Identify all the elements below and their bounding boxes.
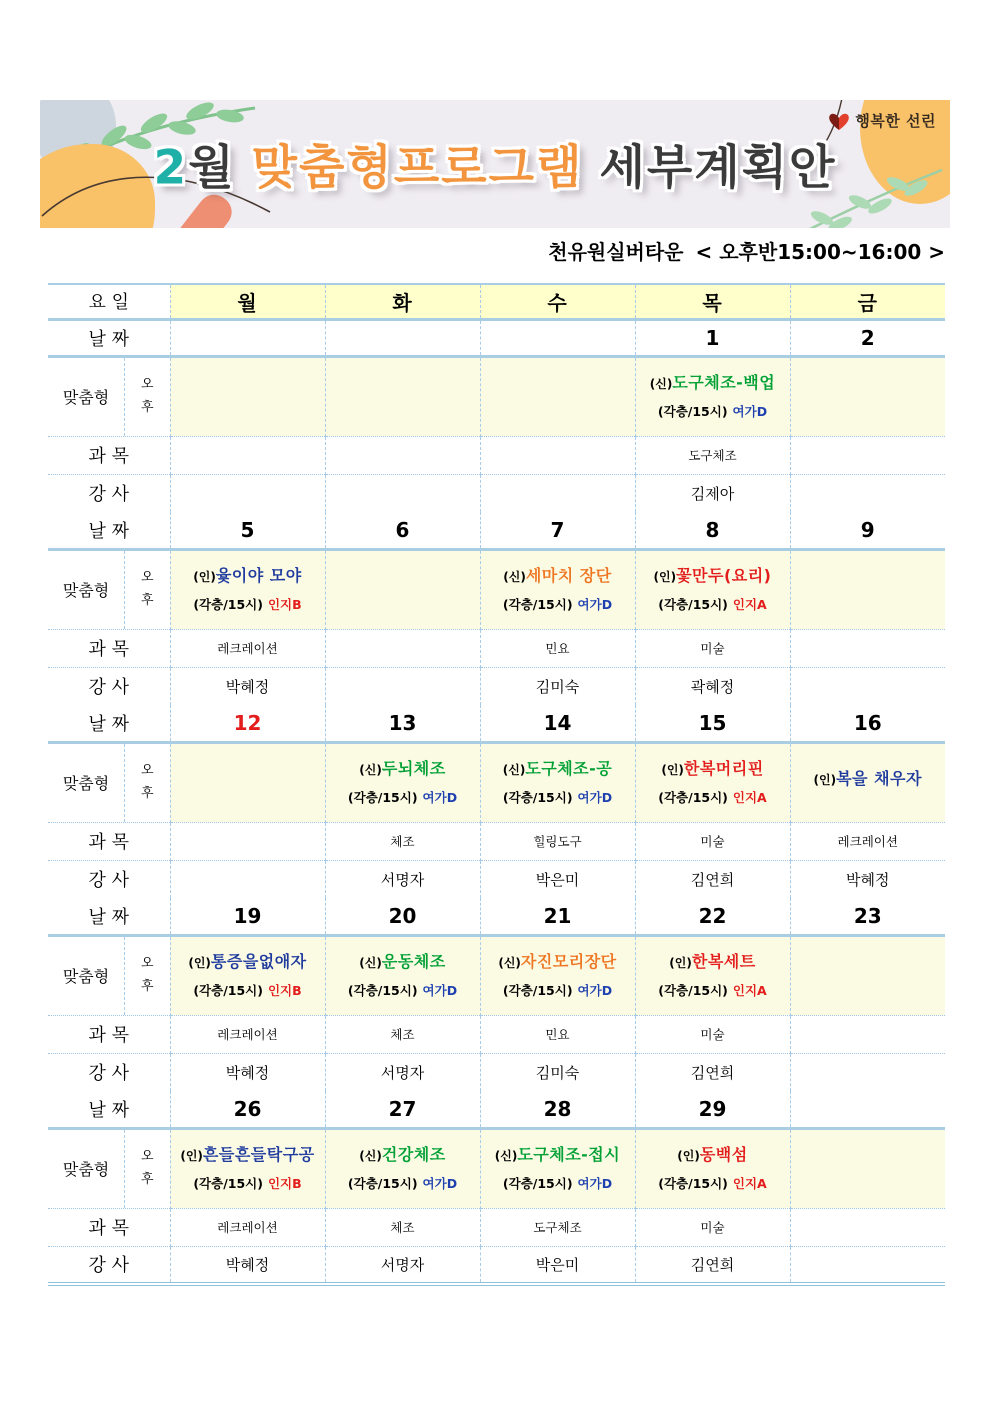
instructor-cell: [790, 474, 945, 512]
instructor-cell: 박은미: [480, 1246, 635, 1284]
instructor-row: [48, 474, 945, 512]
program-tag: 여가D: [577, 982, 613, 998]
program-title: 한복세트: [691, 951, 756, 971]
program-detail: (각층/15시): [193, 982, 263, 998]
instructor-cell: [790, 1246, 945, 1284]
program-row-label: [48, 356, 170, 436]
program-title: 도구체조-공: [525, 758, 613, 778]
instructor-cell: [170, 860, 325, 898]
date-cell: 27: [325, 1091, 480, 1128]
program-tag: 인지A: [732, 982, 767, 998]
instructor-cell: 박혜정: [790, 860, 945, 898]
program-row-label: [48, 549, 170, 629]
program-cell: [635, 549, 790, 629]
date-cell: 8: [635, 512, 790, 549]
program-row: [48, 742, 945, 822]
heart-leaves-icon: [827, 111, 851, 131]
custom-label: 맞춤형: [62, 581, 110, 600]
program-cell: [635, 356, 790, 436]
date-cell: [480, 319, 635, 356]
afternoon-label: 오후: [140, 377, 154, 415]
program-prefix: (신): [359, 762, 382, 777]
subject-row-label: 과 목: [48, 629, 170, 667]
subject-row: [48, 822, 945, 860]
program-title: 운동체조: [381, 951, 446, 971]
instructor-cell: 서명자: [325, 1053, 480, 1091]
instructor-cell: 김연희: [635, 1246, 790, 1284]
day-header-wed: 수: [480, 284, 635, 319]
subject-row: [48, 629, 945, 667]
date-row: [48, 319, 945, 356]
instructor-cell: 김미숙: [480, 667, 635, 705]
program-tag: 여가D: [577, 789, 613, 805]
program-prefix: (신): [359, 955, 382, 970]
date-cell: 26: [170, 1091, 325, 1128]
date-cell: 9: [790, 512, 945, 549]
date-row-label: 날 짜: [48, 705, 170, 742]
program-cell: [170, 549, 325, 629]
program-cell: [635, 742, 790, 822]
date-row: [48, 898, 945, 935]
program-prefix: (신): [649, 376, 673, 391]
instructor-row-label: 강 사: [48, 860, 170, 898]
instructor-cell: 곽혜정: [635, 667, 790, 705]
program-prefix: (인): [193, 569, 216, 584]
program-title: 통증을없애자: [210, 951, 307, 971]
logo-text: 행복한 선린: [855, 112, 936, 130]
instructor-cell: 서명자: [325, 1246, 480, 1284]
program-cell: [170, 742, 325, 822]
date-row-label: 날 짜: [48, 1091, 170, 1128]
program-cell: [325, 742, 480, 822]
subject-cell: 민요: [480, 629, 635, 667]
program-title: 도구체조-접시: [517, 1144, 621, 1164]
program-tag: 여가D: [732, 403, 768, 419]
subject-row-label: 과 목: [48, 1015, 170, 1053]
program-cell: [480, 935, 635, 1015]
date-cell: 22: [635, 898, 790, 935]
date-row: [48, 512, 945, 549]
program-tag: 여가D: [577, 1175, 613, 1191]
program-tag: 여가D: [422, 1175, 458, 1191]
instructor-cell: 박혜정: [170, 1053, 325, 1091]
date-cell: 13: [325, 705, 480, 742]
title-plan: 세부계획안: [599, 140, 837, 196]
page-title: [40, 131, 950, 198]
afternoon-label: 오후: [140, 763, 154, 801]
subject-cell: 레크레이션: [170, 629, 325, 667]
program-detail: (각층/15시): [193, 1175, 263, 1191]
date-row-label: 날 짜: [48, 512, 170, 549]
program-tag: 여가D: [422, 789, 458, 805]
program-cell: [170, 935, 325, 1015]
program-cell: [790, 742, 945, 822]
instructor-row-label: 강 사: [48, 667, 170, 705]
program-prefix: (신): [498, 955, 521, 970]
program-title: 세마치 장단: [525, 565, 612, 585]
instructor-cell: [325, 474, 480, 512]
date-cell: 16: [790, 705, 945, 742]
subject-row-label: 과 목: [48, 436, 170, 474]
date-cell: 2: [790, 319, 945, 356]
program-prefix: (신): [359, 1148, 382, 1163]
program-title: 도구체조-백업: [672, 372, 776, 392]
subject-row: [48, 1208, 945, 1246]
program-detail: (각층/15시): [193, 596, 263, 612]
afternoon-label: 오후: [140, 570, 154, 608]
facility-name: 천유원실버타운: [548, 240, 684, 264]
program-cell: [170, 1128, 325, 1208]
day-header-mon: 월: [170, 284, 325, 319]
subject-cell: [325, 629, 480, 667]
program-prefix: (신): [494, 1148, 518, 1163]
subject-cell: 미술: [635, 1208, 790, 1246]
corner-label: 요 일: [48, 284, 170, 319]
title-month-suffix: 월: [188, 140, 236, 196]
date-cell: 14: [480, 705, 635, 742]
instructor-row-label: 강 사: [48, 1246, 170, 1284]
program-detail: (각층/15시): [658, 1175, 728, 1191]
program-prefix: (인): [677, 1148, 700, 1163]
subject-cell: 도구체조: [635, 436, 790, 474]
date-row-label: 날 짜: [48, 898, 170, 935]
subject-cell: 힐링도구: [480, 822, 635, 860]
program-prefix: (신): [503, 569, 526, 584]
date-cell: 28: [480, 1091, 635, 1128]
subject-row-label: 과 목: [48, 822, 170, 860]
day-header-row: [48, 284, 945, 319]
date-cell: 19: [170, 898, 325, 935]
instructor-cell: [790, 1053, 945, 1091]
date-cell: 29: [635, 1091, 790, 1128]
program-detail: (각층/15시): [658, 596, 728, 612]
custom-label: 맞춤형: [62, 967, 110, 986]
program-title: 한복머리핀: [683, 758, 764, 778]
instructor-row-label: 강 사: [48, 474, 170, 512]
custom-label: 맞춤형: [62, 774, 110, 793]
subject-cell: 체조: [325, 1208, 480, 1246]
program-cell: [635, 1128, 790, 1208]
subject-cell: 미술: [635, 1015, 790, 1053]
title-program: 맞춤형프로그램: [251, 140, 584, 196]
program-detail: (각층/15시): [658, 982, 728, 998]
program-cell: [325, 356, 480, 436]
program-cell: [790, 356, 945, 436]
program-title: 건강체조: [381, 1144, 446, 1164]
program-cell: [325, 935, 480, 1015]
date-cell: 12: [170, 705, 325, 742]
subject-cell: 도구체조: [480, 1208, 635, 1246]
program-cell: [635, 935, 790, 1015]
subject-cell: [790, 629, 945, 667]
subject-cell: [170, 822, 325, 860]
program-prefix: (인): [180, 1148, 203, 1163]
banner: [40, 100, 950, 228]
instructor-cell: 박혜정: [170, 1246, 325, 1284]
instructor-cell: 박은미: [480, 860, 635, 898]
program-row: [48, 356, 945, 436]
subject-cell: [790, 1015, 945, 1053]
subject-cell: [790, 1208, 945, 1246]
program-prefix: (신): [502, 762, 526, 777]
day-header-fri: 금: [790, 284, 945, 319]
date-cell: 21: [480, 898, 635, 935]
program-title: 두뇌체조: [381, 758, 446, 778]
instructor-cell: 김연희: [635, 860, 790, 898]
program-title: 동백섬: [699, 1144, 748, 1164]
schedule-table: [48, 283, 945, 1286]
program-title: 복을 채우자: [836, 768, 922, 788]
program-tag: 인지B: [267, 1175, 302, 1191]
subject-cell: 민요: [480, 1015, 635, 1053]
instructor-cell: [790, 667, 945, 705]
program-cell: [480, 356, 635, 436]
subject-cell: 체조: [325, 822, 480, 860]
instructor-cell: 김연희: [635, 1053, 790, 1091]
instructor-cell: 박혜정: [170, 667, 325, 705]
date-row: [48, 1091, 945, 1128]
program-cell: [325, 1128, 480, 1208]
date-cell: 5: [170, 512, 325, 549]
instructor-cell: 김미숙: [480, 1053, 635, 1091]
subject-cell: 레크레이션: [170, 1208, 325, 1246]
date-cell: 7: [480, 512, 635, 549]
subject-cell: 미술: [635, 822, 790, 860]
date-cell: 6: [325, 512, 480, 549]
subject-cell: [480, 436, 635, 474]
subject-row: [48, 1015, 945, 1053]
program-row-label: [48, 1128, 170, 1208]
session-time: < 오후반15:00~16:00 >: [695, 240, 945, 264]
program-title: 윷이야 모야: [215, 565, 302, 585]
program-prefix: (인): [813, 772, 837, 787]
title-month-number: 2: [153, 140, 189, 196]
program-cell: [480, 742, 635, 822]
program-row: [48, 935, 945, 1015]
instructor-row-label: 강 사: [48, 1053, 170, 1091]
program-detail: (각층/15시): [347, 982, 418, 998]
subject-cell: [790, 436, 945, 474]
program-title: 자진모리장단: [520, 951, 617, 971]
subject-cell: 레크레이션: [170, 1015, 325, 1053]
program-detail: (각층/15시): [347, 789, 418, 805]
program-tag: 인지A: [732, 596, 767, 612]
program-title: 꽃만두(요리): [676, 565, 772, 585]
program-detail: (각층/15시): [502, 596, 573, 612]
program-tag: 인지B: [267, 982, 302, 998]
program-tag: 인지B: [267, 596, 302, 612]
program-row-label: [48, 935, 170, 1015]
custom-label: 맞춤형: [62, 1160, 110, 1179]
instructor-cell: 서명자: [325, 860, 480, 898]
program-cell: [480, 1128, 635, 1208]
program-prefix: (인): [188, 955, 211, 970]
day-header-thu: 목: [635, 284, 790, 319]
instructor-row: [48, 860, 945, 898]
facility-logo: [827, 110, 936, 131]
subtitle: [48, 236, 945, 265]
instructor-row: [48, 1053, 945, 1091]
subject-cell: [325, 436, 480, 474]
program-cell: [790, 1128, 945, 1208]
program-cell: [790, 549, 945, 629]
subject-cell: [170, 436, 325, 474]
program-tag: 인지A: [732, 789, 767, 805]
program-cell: [170, 356, 325, 436]
subject-cell: 미술: [635, 629, 790, 667]
date-cell: [325, 319, 480, 356]
program-row: [48, 1128, 945, 1208]
instructor-row: [48, 1246, 945, 1284]
program-prefix: (인): [661, 762, 684, 777]
program-prefix: (인): [669, 955, 692, 970]
program-row: [48, 549, 945, 629]
program-prefix: (인): [653, 569, 677, 584]
date-cell: 23: [790, 898, 945, 935]
custom-label: 맞춤형: [62, 388, 110, 407]
subject-row: [48, 436, 945, 474]
subject-cell: 레크레이션: [790, 822, 945, 860]
program-tag: 인지A: [732, 1175, 767, 1191]
date-row: [48, 705, 945, 742]
day-header-tue: 화: [325, 284, 480, 319]
program-cell: [480, 549, 635, 629]
afternoon-label: 오후: [140, 1149, 154, 1187]
date-row-label: 날 짜: [48, 319, 170, 356]
instructor-cell: 김제아: [635, 474, 790, 512]
date-cell: 15: [635, 705, 790, 742]
program-detail: (각층/15시): [502, 982, 573, 998]
date-cell: [790, 1091, 945, 1128]
program-row-label: [48, 742, 170, 822]
program-tag: 여가D: [577, 596, 613, 612]
subject-row-label: 과 목: [48, 1208, 170, 1246]
date-cell: 1: [635, 319, 790, 356]
date-cell: [170, 319, 325, 356]
afternoon-label: 오후: [140, 956, 154, 994]
instructor-cell: [325, 667, 480, 705]
program-detail: (각층/15시): [658, 789, 728, 805]
program-detail: (각층/15시): [347, 1175, 418, 1191]
program-tag: 여가D: [422, 982, 458, 998]
subject-cell: 체조: [325, 1015, 480, 1053]
instructor-cell: [170, 474, 325, 512]
instructor-cell: [480, 474, 635, 512]
program-title: 흔들흔들탁구공: [202, 1144, 315, 1164]
program-detail: (각층/15시): [502, 1175, 573, 1191]
instructor-row: [48, 667, 945, 705]
program-cell: [790, 935, 945, 1015]
program-detail: (각층/15시): [657, 403, 728, 419]
program-cell: [325, 549, 480, 629]
program-detail: (각층/15시): [502, 789, 573, 805]
date-cell: 20: [325, 898, 480, 935]
